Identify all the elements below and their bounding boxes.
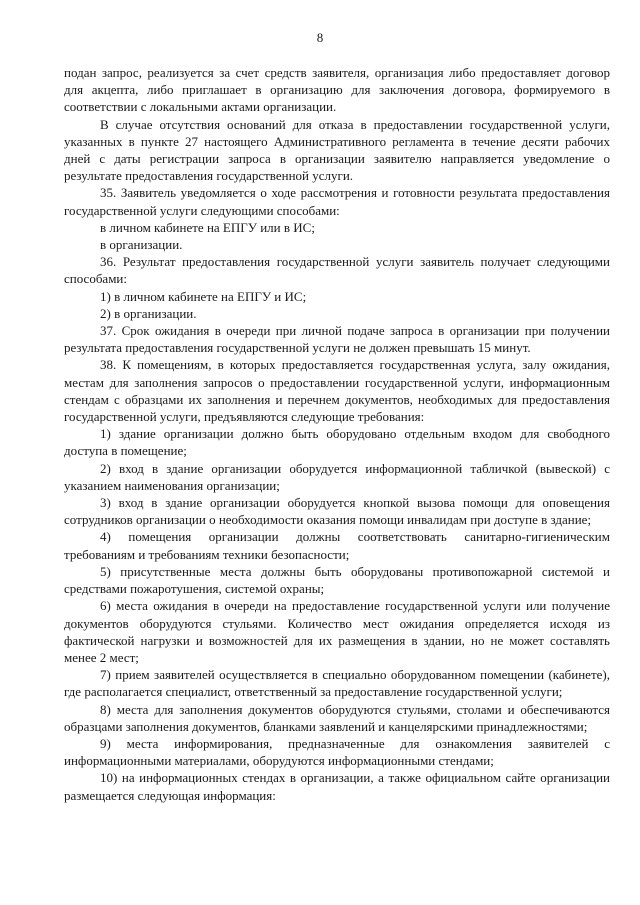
paragraph: 10) на информационных стендах в организации, а также официальном сайте организации размещается следующая информация: bbox=[64, 770, 610, 803]
paragraph: в личном кабинете на ЕПГУ или в ИС; bbox=[100, 219, 315, 235]
paragraph: 5) присутственные места должны быть оборудованы противопожарной системой и средствами пожаротушения, системой охраны; bbox=[64, 563, 610, 597]
paragraph: в организации. bbox=[100, 237, 183, 253]
paragraph: 6) места ожидания в очереди на предоставление государственной услуги или получение документов оборудуются стульями. Количество мест ожидания определяется исходя из фактической нагрузки и возможностей для их размещения в здании, но не может составлять менее 2 мест; bbox=[64, 598, 610, 665]
paragraph: 1) здание организации должно быть оборудовано отдельным входом для свободного доступа в помещение; bbox=[64, 426, 610, 459]
paragraph: подан запрос, реализуется за счет средств заявителя, организация либо предоставляет договор для акцепта, либо приглашает в организацию для заключения договора, формируемого в соответствии с локальными актами организации. bbox=[64, 65, 610, 115]
paragraph: 38. К помещениям, в которых предоставляется государственная услуга, залу ожидания, местам для заполнения запросов о предоставлении государственной услуги, информационным стендам с образцами их заполнения и перечнем документов, необходимых для предоставления государственной услуги, предъявляются следующие требования: bbox=[64, 357, 610, 425]
document-body bbox=[64, 64, 610, 804]
paragraph: 7) прием заявителей осуществляется в специально оборудованном помещении (кабинете), где располагается специалист, ответственный за предоставление государственной услуги; bbox=[64, 667, 610, 700]
paragraph: 3) вход в здание организации оборудуется кнопкой вызова помощи для оповещения сотрудников организации о необходимости оказания помощи инвалидам при доступе в здание; bbox=[64, 495, 610, 528]
paragraph: 36. Результат предоставления государственной услуги заявитель получает следующими способами: bbox=[64, 254, 610, 287]
page-number: 8 bbox=[316, 30, 324, 45]
paragraph: 1) в личном кабинете на ЕПГУ и ИС; bbox=[100, 288, 307, 304]
paragraph: 4) помещения организации должны соответствовать санитарно-гигиеническим требованиям и требованиям техники безопасности; bbox=[64, 529, 610, 562]
paragraph: 8) места для заполнения документов оборудуются стульями, столами и обеспечиваются образцами заполнения документов, бланками заявлений и канцелярскими принадлежностями; bbox=[64, 701, 610, 734]
paragraph: В случае отсутствия оснований для отказа в предоставлении государственной услуги, указанных в пункте 27 настоящего Административного регламента в течение десяти рабочих дней с даты регистрации запроса в организации заявителю направляется уведомление о результате предоставления государственной услуги. bbox=[64, 116, 610, 184]
paragraph: 35. Заявитель уведомляется о ходе рассмотрения и готовности результата предоставления государственной услуги следующими способами: bbox=[64, 185, 610, 218]
paragraph: 2) в организации. bbox=[100, 305, 197, 321]
paragraph: 2) вход в здание организации оборудуется информационной табличкой (вывеской) с указанием наименования организации; bbox=[64, 460, 610, 493]
paragraph: 37. Срок ожидания в очереди при личной подаче запроса в организации при получении результата предоставления государственной услуги не должен превышать 15 минут. bbox=[64, 323, 610, 356]
paragraph: 9) места информирования, предназначенные для ознакомления заявителей с информационными материалами, оборудуются информационными стендами; bbox=[64, 735, 610, 769]
